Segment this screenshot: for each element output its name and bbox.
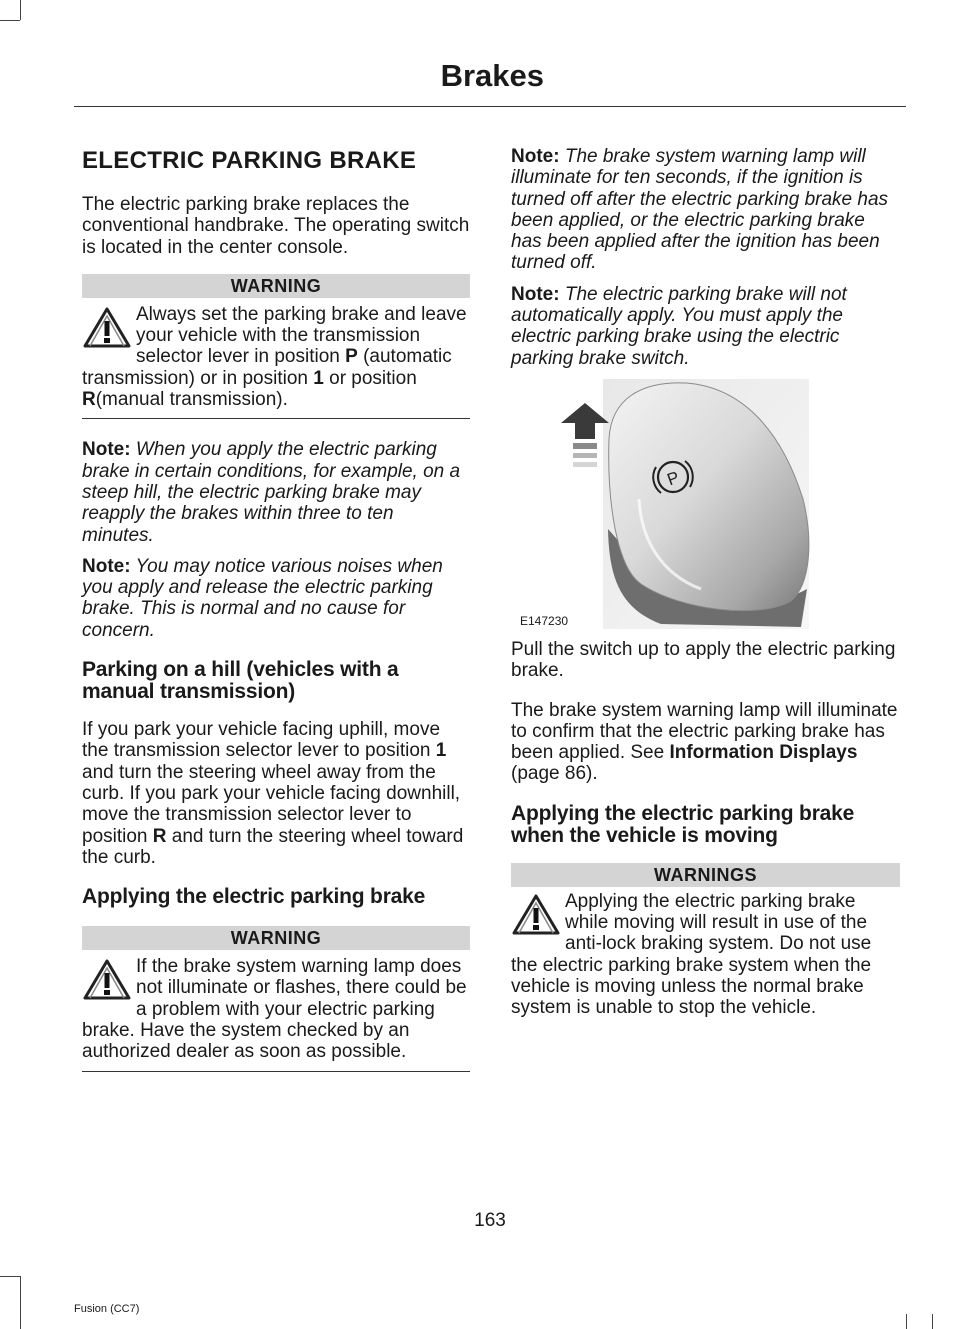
warning-box [82, 956, 470, 1070]
note-text: The brake system warning lamp will illuminate for ten seconds, if the ignition is turned off after the electric parking brake has been applied, or the electric parking brake has been applied after the ignition has been turned off. [511, 146, 889, 274]
subsection-heading: Parking on a hill (vehicles with a manual transmission) [82, 658, 399, 704]
crop-mark [20, 1276, 21, 1329]
warning-text: (automatic transmission) or in position [82, 346, 452, 389]
gear-position: R [152, 825, 167, 847]
note [511, 284, 900, 369]
warning-divider [82, 1071, 470, 1072]
hill-text: If you park your vehicle facing uphill, move the transmission selector lever to position [82, 719, 441, 762]
warning-text: or position [323, 367, 417, 389]
pull-paragraph: Pull the switch up to apply the electric parking brake. [511, 638, 896, 682]
gear-position: 1 [435, 740, 447, 762]
hill-text: and turn the steering wheel toward the curb. [82, 825, 464, 868]
footer-model: Fusion (CC7) [74, 1303, 140, 1315]
hill-text: and turn the steering wheel away from the curb. If you park your vehicle facing downhill, move the transmission selector lever to position [82, 761, 461, 847]
subsection-heading: Applying the electric parking brake [82, 885, 426, 909]
note [82, 556, 470, 641]
crop-mark [0, 20, 20, 21]
gear-position: 1 [313, 367, 324, 389]
title-divider [74, 106, 906, 107]
page-title: Brakes [440, 58, 544, 93]
note [82, 439, 470, 545]
note-label: Note: [82, 555, 131, 577]
warning-heading: WARNING [82, 926, 470, 950]
figure-id: E147230 [520, 613, 569, 628]
warning-text: Applying the electric parking brake while moving will result in use of the anti-lock braking system. Do not use the electric parking brake system when the vehicle is moving unless the normal brake system is unable to stop the vehicle. [511, 890, 872, 1019]
svg-text:P: P [664, 467, 682, 490]
lamp-paragraph [511, 700, 900, 785]
lamp-text: The brake system warning lamp will illuminate to confirm that the electric parking brake has been applied. See [511, 699, 898, 764]
note-text: When you apply the electric parking brake in certain conditions, for example, on a steep hill, the electric parking brake may reapply the brakes within three to ten minutes. [82, 439, 461, 546]
warning-divider [82, 418, 470, 419]
warning-heading: WARNING [82, 274, 470, 298]
warning-triangle-icon [82, 306, 132, 350]
warning-heading: WARNINGS [511, 863, 900, 887]
page-number: 163 [474, 1210, 506, 1231]
crop-mark [0, 1276, 20, 1277]
intro-paragraph: The electric parking brake replaces the conventional handbrake. The operating switch is located in the center console. [82, 194, 470, 258]
crop-mark [20, 0, 21, 20]
crop-mark [932, 1314, 933, 1329]
section-title: ELECTRIC PARKING BRAKE [82, 147, 417, 174]
gear-position: P [345, 346, 358, 368]
left-column [82, 146, 470, 1092]
note [511, 146, 900, 274]
note-text: The electric parking brake will not automatically apply. You must apply the electric parking brake using the electric parking brake switch. [511, 283, 847, 369]
subsection-heading: Applying the electric parking brake when the vehicle is moving [511, 801, 855, 847]
gear-position: R [82, 389, 96, 411]
note-label: Note: [511, 146, 560, 167]
warning-triangle-icon [82, 958, 132, 1002]
warning-text: Always set the parking brake and leave your vehicle with the transmission selector lever in position [136, 303, 467, 368]
warning-box [82, 304, 470, 418]
lamp-text: (page 86). [511, 763, 598, 785]
right-column [511, 146, 900, 1027]
hill-paragraph [82, 719, 470, 868]
note-label: Note: [82, 439, 131, 461]
warning-text: (manual transmission). [95, 389, 288, 411]
parking-brake-switch-figure [511, 379, 900, 631]
cross-reference-link[interactable]: Information Displays [669, 742, 858, 764]
note-text: You may notice various noises when you apply and release the electric parking brake. This is normal and no cause for concern. [82, 555, 443, 641]
note-label: Note: [511, 283, 560, 305]
warning-triangle-icon [511, 893, 561, 937]
warning-box [511, 891, 900, 1027]
warning-text: If the brake system warning lamp does not illuminate or flashes, there could be a problem with your electric parking brake. Have the system checked by an authorized dealer as soon as possible. [82, 956, 467, 1063]
parking-brake-switch-image [511, 379, 900, 631]
crop-mark [906, 1314, 907, 1329]
